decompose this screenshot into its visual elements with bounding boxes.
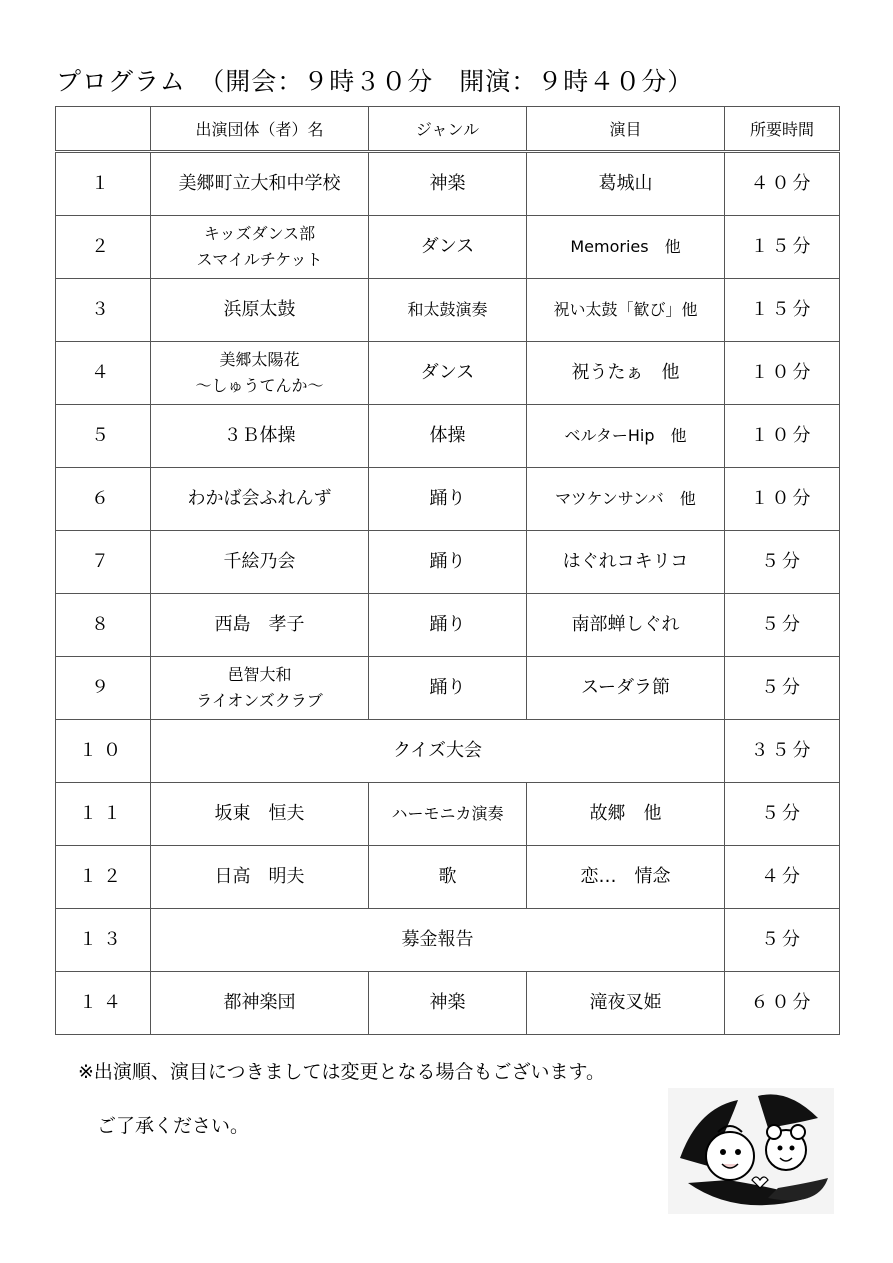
row-piece: Memories 他 [527,216,725,279]
row-duration: １０分 [725,342,840,405]
row-piece: 祝うたぁ 他 [527,342,725,405]
program-body [56,152,840,1035]
row-duration: ５分 [725,909,840,972]
row-piece: 故郷 他 [527,783,725,846]
row-genre: 歌 [369,846,527,909]
row-performer [151,342,369,405]
row-performer [151,468,369,531]
row-genre: ダンス [369,342,527,405]
table-row [56,594,840,657]
row-number: １４ [56,972,151,1035]
row-performer [151,405,369,468]
table-row [56,909,840,972]
row-number: ４ [56,342,151,405]
row-duration: １０分 [725,468,840,531]
header-piece: 演目 [527,107,725,152]
table-row [56,279,840,342]
table-row [56,152,840,216]
row-number: １ [56,152,151,216]
row-number: ９ [56,657,151,720]
row-piece: 滝夜叉姫 [527,972,725,1035]
table-header-row [56,107,840,152]
row-performer [151,152,369,216]
row-number: １０ [56,720,151,783]
row-performer [151,972,369,1035]
performer-line: 美郷太陽花 [219,350,300,369]
row-number: １３ [56,909,151,972]
row-performer [151,783,369,846]
row-duration: １０分 [725,405,840,468]
row-genre: 踊り [369,468,527,531]
table-row [56,216,840,279]
table-row [56,972,840,1035]
row-duration: ３５分 [725,720,840,783]
row-number: ５ [56,405,151,468]
row-piece: 葛城山 [527,152,725,216]
row-performer [151,657,369,720]
row-number: １２ [56,846,151,909]
performer-line: 日高 明夫 [214,866,305,887]
header-performer: 出演団体（者）名 [151,107,369,152]
row-number: ７ [56,531,151,594]
row-piece: ベルターHip 他 [527,405,725,468]
performer-line: 千絵乃会 [223,551,296,572]
row-performer [151,279,369,342]
row-duration: ５分 [725,657,840,720]
table-row [56,657,840,720]
row-duration: １５分 [725,216,840,279]
page-title: プログラム （開会：９時３０分 開演：９時４０分） [56,67,694,96]
row-genre: 和太鼓演奏 [369,279,527,342]
row-number: ２ [56,216,151,279]
row-genre: 踊り [369,531,527,594]
table-row [56,720,840,783]
row-event: 募金報告 [151,909,725,972]
performer-line: 都神楽団 [223,992,296,1013]
row-piece: 恋… 情念 [527,846,725,909]
row-genre: 神楽 [369,972,527,1035]
performer-line: ～しゅうてんか～ [195,376,324,395]
mascot-illustration [668,1088,834,1214]
row-duration: ５分 [725,531,840,594]
performer-line: 西島 孝子 [214,614,305,635]
row-performer [151,846,369,909]
program-table [55,106,840,1035]
row-genre: 踊り [369,657,527,720]
row-genre: 体操 [369,405,527,468]
row-piece: 祝い太鼓「歓び」他 [527,279,725,342]
row-number: ６ [56,468,151,531]
row-performer [151,216,369,279]
row-genre: ダンス [369,216,527,279]
header-duration: 所要時間 [725,107,840,152]
row-number: ３ [56,279,151,342]
header-genre: ジャンル [369,107,527,152]
table-row [56,468,840,531]
performer-line: スマイルチケット [196,250,323,269]
table-row [56,405,840,468]
row-duration: ６０分 [725,972,840,1035]
header-number [56,107,151,152]
row-event: クイズ大会 [151,720,725,783]
table-row [56,342,840,405]
row-genre: ハーモニカ演奏 [369,783,527,846]
performer-line: キッズダンス部 [203,224,316,243]
row-piece: マツケンサンバ 他 [527,468,725,531]
performer-line: わかば会ふれんず [187,488,332,509]
performer-line: ３Ｂ体操 [223,425,296,446]
row-number: １１ [56,783,151,846]
performer-line: 美郷町立大和中学校 [178,173,341,194]
performer-line: ライオンズクラブ [196,691,323,710]
row-performer [151,594,369,657]
row-duration: ４０分 [725,152,840,216]
row-genre: 神楽 [369,152,527,216]
row-piece: 南部蝉しぐれ [527,594,725,657]
row-piece: はぐれコキリコ [527,531,725,594]
performer-line: 坂東 恒夫 [214,803,305,824]
performer-line: 浜原太鼓 [223,299,296,320]
row-duration: ５分 [725,783,840,846]
table-row [56,846,840,909]
row-number: ８ [56,594,151,657]
performer-line: 邑智大和 [227,665,292,684]
row-duration: ５分 [725,594,840,657]
table-row [56,531,840,594]
apology-notice: ご了承ください。 [97,1115,250,1137]
row-genre: 踊り [369,594,527,657]
row-performer [151,531,369,594]
table-row [56,783,840,846]
row-piece: スーダラ節 [527,657,725,720]
row-duration: ４分 [725,846,840,909]
row-duration: １５分 [725,279,840,342]
change-notice: ※出演順、演目につきましては変更となる場合もございます。 [78,1061,606,1083]
